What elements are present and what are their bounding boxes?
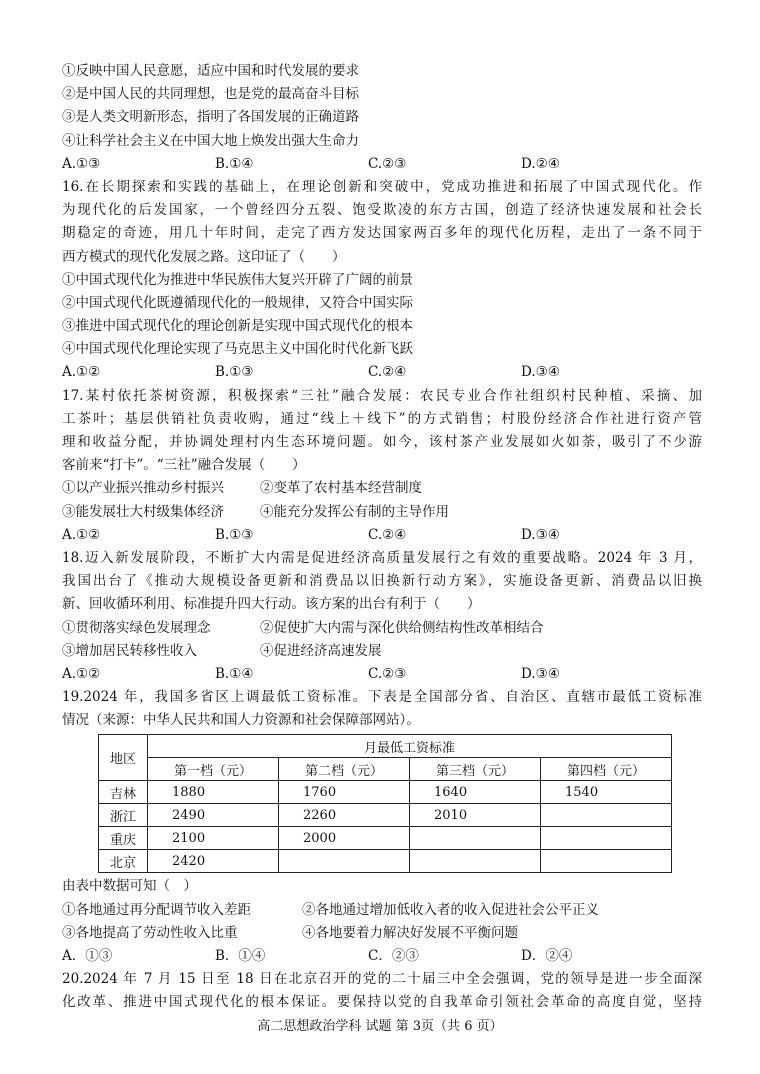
wage-cell: 2420 — [148, 850, 279, 873]
q19-stem-line: 情况（来源：中华人民共和国人力资源和社会保障部网站）。 — [62, 712, 420, 729]
q16-stem-line: 西方模式的现代化发展之路。这印证了（ ） — [62, 248, 346, 265]
option-c: C.②③ — [368, 665, 407, 682]
q16-stem-line: 期稳定的奇迹，用几十年时间，走完了西方发达国家两百多年的现代化历程，走出了一条不同于 — [62, 225, 702, 242]
wage-cell: 1540 — [541, 781, 672, 804]
option-a: A.①② — [62, 526, 101, 543]
option-d: D.③④ — [521, 665, 560, 682]
q15-statement: ④让科学社会主义在中国大地上焕发出强大生命力 — [62, 132, 359, 149]
option-d: D.③④ — [521, 526, 560, 543]
option-c: C．②③ — [368, 948, 419, 964]
minimum-wage-table — [98, 734, 672, 873]
q18-statement: ①贯彻落实绿色发展理念 — [62, 619, 211, 636]
q17-options — [62, 524, 702, 547]
wage-cell: 2260 — [279, 804, 410, 827]
q18-stem-line: 我国出台了《推动大规模设备更新和消费品以旧换新行动方案》，实施设备更新、消费品以旧换 — [62, 573, 702, 590]
q18-statement-row — [62, 617, 702, 640]
q18-statement: ④促进经济高速发展 — [260, 642, 382, 659]
q18-statement: ②促使扩大内需与深化供给侧结构性改革相结合 — [260, 619, 544, 636]
q20-stem-line: 20.2024 年 7 月 15 日至 18 日在北京召开的党的二十届三中全会强调，党的领导是进一步全面深 — [62, 971, 702, 988]
q17-statement-row — [62, 501, 702, 524]
table-row — [99, 804, 672, 827]
table-row — [99, 850, 672, 873]
option-c: C.②③ — [368, 155, 407, 172]
option-b: B.①④ — [215, 665, 254, 682]
q19-statement-row — [62, 922, 702, 945]
wage-cell: 2100 — [148, 827, 279, 850]
q17-statement: ①以产业振兴推动乡村振兴 — [62, 480, 224, 497]
q17-statement: ③能发展壮大村级集体经济 — [62, 503, 224, 520]
option-b: B.①④ — [215, 155, 254, 172]
option-a: A．①③ — [62, 948, 113, 964]
q19-statement: ①各地通过再分配调节收入差距 — [62, 901, 251, 918]
q17-stem-line: 工茶叶；基层供销社负责收购，通过“线上＋线下”的方式销售；村股份经济合作社进行资产管 — [62, 410, 702, 427]
q18-statement: ③增加居民转移性收入 — [62, 642, 197, 659]
q19-statement: ②各地通过增加低收入者的收入促进社会公平正义 — [302, 901, 599, 918]
q16-statement: ②中国式现代化既遵循现代化的一般规律，又符合中国实际 — [62, 294, 413, 311]
option-a: A.①② — [62, 665, 101, 682]
option-c: C.②④ — [368, 526, 407, 543]
region-cell: 北京 — [99, 850, 148, 873]
table-row — [99, 781, 672, 804]
region-cell: 吉林 — [99, 781, 148, 804]
table-header-tier: 第二档（元） — [279, 758, 410, 781]
option-c: C.②④ — [368, 364, 407, 381]
wage-cell: 1760 — [279, 781, 410, 804]
wage-cell: 2010 — [410, 804, 541, 827]
q19-stem-line: 19.2024 年，我国多省区上调最低工资标准。下表是全国部分省、自治区、直辖市最低工资标准 — [62, 689, 702, 706]
wage-cell: 1640 — [410, 781, 541, 804]
q15-statement: ③是人类文明新形态，指明了各国发展的正确道路 — [62, 109, 359, 126]
q16-stem-line: 为现代化的后发国家，一个曾经四分五裂、饱受欺凌的东方古国，创造了经济快速发展和社会长 — [62, 202, 702, 219]
option-d: D.②④ — [521, 155, 560, 172]
q18-stem-line: 18.迈入新发展阶段，不断扩大内需是促进经济高质量发展行之有效的重要战略。2024 年 3 月， — [62, 549, 702, 566]
page-footer: 高二思想政治学科 试题 第 3页（共 6 页） — [257, 1019, 503, 1034]
q19-statement: ④各地要着力解决好发展不平衡问题 — [302, 924, 518, 941]
table-header-tier: 第三档（元） — [410, 758, 541, 781]
q19-options — [62, 945, 702, 968]
q18-options — [62, 663, 702, 686]
q15-statement: ①反映中国人民意愿，适应中国和时代发展的要求 — [62, 63, 359, 79]
wage-cell — [541, 827, 672, 850]
q19-statement-row — [62, 899, 702, 922]
q17-stem-line: 客前来“打卡”。“三社”融合发展（ ） — [62, 457, 306, 474]
table-header-tier: 第一档（元） — [148, 758, 279, 781]
q17-stem-line: 17.某村依托茶树资源，积极探索“三社”融合发展：农民专业合作社组织村民种植、采摘、加 — [62, 387, 702, 404]
region-cell: 重庆 — [99, 827, 148, 850]
q17-statement: ②变革了农村基本经营制度 — [260, 480, 422, 497]
q18-statement-row — [62, 640, 702, 663]
q16-options — [62, 361, 702, 384]
option-b: B.①③ — [215, 526, 254, 543]
region-cell: 浙江 — [99, 804, 148, 827]
q19-statement: ③各地提高了劳动性收入比重 — [62, 924, 238, 941]
q15-statement: ②是中国人民的共同理想，也是党的最高奋斗目标 — [62, 86, 359, 103]
q17-statement: ④能充分发挥公有制的主导作用 — [260, 503, 449, 520]
q19-prompt: 由表中数据可知（ ） — [62, 878, 197, 895]
exam-page — [62, 60, 702, 1015]
table-header-tier: 第四档（元） — [541, 758, 672, 781]
wage-cell: 1880 — [148, 781, 279, 804]
table-row — [99, 827, 672, 850]
q18-stem-line: 新、回收循环利用、标准提升四大行动。该方案的出台有利于（ ） — [62, 596, 481, 613]
q16-statement: ③推进中国式现代化的理论创新是实现中国式现代化的根本 — [62, 318, 413, 335]
table-header-region: 地区 — [99, 735, 148, 781]
q16-statement: ①中国式现代化为推进中华民族伟大复兴开辟了广阔的前景 — [62, 271, 413, 288]
wage-cell: 2490 — [148, 804, 279, 827]
option-d: D．②④ — [521, 948, 573, 964]
option-b: B.①③ — [215, 364, 254, 381]
option-a: A.①② — [62, 364, 101, 381]
wage-cell — [279, 850, 410, 873]
q16-statement: ④中国式现代化理论实现了马克思主义中国化时代化新飞跃 — [62, 341, 413, 358]
q17-statement-row — [62, 477, 702, 500]
q16-stem-line: 16.在长期探索和实践的基础上，在理论创新和突破中，党成功推进和拓展了中国式现代化。作 — [62, 178, 702, 195]
wage-cell: 2000 — [279, 827, 410, 850]
wage-cell — [541, 804, 672, 827]
q20-stem-line: 化改革、推进中国式现代化的根本保证。要保持以党的自我革命引领社会革命的高度自觉，坚持 — [62, 994, 702, 1011]
wage-cell — [410, 850, 541, 873]
q15-options — [62, 153, 702, 176]
table-header-group: 月最低工资标准 — [148, 735, 672, 758]
option-b: B．①④ — [215, 948, 266, 964]
wage-cell — [410, 827, 541, 850]
q17-stem-line: 理和收益分配，并协调处理村内生态环境问题。如今，该村茶产业发展如火如荼，吸引了不少游 — [62, 434, 702, 450]
wage-cell — [541, 850, 672, 873]
option-d: D.③④ — [521, 364, 560, 381]
option-a: A.①③ — [62, 155, 101, 172]
